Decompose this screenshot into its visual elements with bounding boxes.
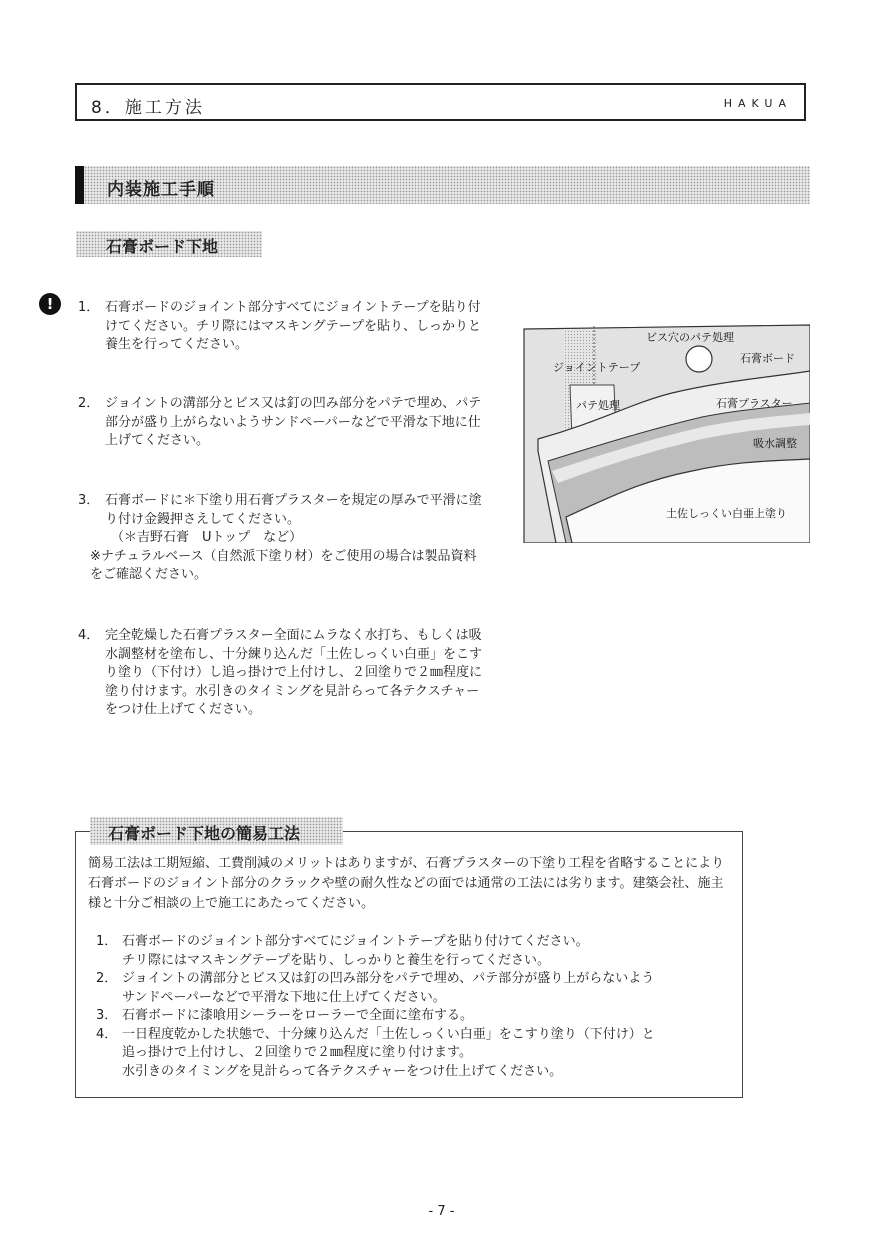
wall-layer-diagram <box>522 321 810 543</box>
simple-method-heading <box>90 817 343 845</box>
item-line: ジョイントの溝部分とビス又は釘の凹み部分をパテで埋め、パテ部分が盛り上がらないよう <box>122 971 655 986</box>
step-3 <box>78 492 488 585</box>
item-line: 一日程度乾かした状態で、十分練り込んだ「土佐しっくい白亜」をこすり塗り（下付け）と <box>122 1026 655 1042</box>
item-line: 石膏ボードのジョイント部分すべてにジョイントテープを貼り付けてください。 <box>122 934 589 949</box>
step-text: 完全乾燥した石膏プラスター全面にムラなく水打ち、もしくは吸水調整材を塗布し、十分練り込んだ「土佐しっくい白亜」をこすり塗り（下付け）し追っ掛けで上付けし、２回塗りで２㎜程度に塗り付けます。水引きのタイミングを見計らって各テクスチャーをつけ仕上げてください。 <box>105 628 483 717</box>
item-line: サンドペーパーなどで平滑な下地に仕上げてください。 <box>122 989 446 1005</box>
list-item <box>90 970 738 1007</box>
item-line: チリ際にはマスキングテープを貼り、しっかりと養生を行ってください。 <box>122 952 550 968</box>
item-number: 2． <box>96 971 118 986</box>
label-putty: パテ処理 <box>576 399 620 412</box>
step-number: 3． <box>78 493 100 508</box>
simple-method-title: 石膏ボード下地の簡易工法 <box>108 824 301 843</box>
step-number: 2． <box>78 396 100 411</box>
item-number: 4． <box>96 1026 118 1042</box>
step-text: ジョイントの溝部分とビス又は釘の凹み部分をパテで埋め、パテ部分が盛り上がらないようサンドペーパーなどで平滑な下地に仕上げてください。 <box>105 396 482 448</box>
screw-hole-putty <box>686 346 712 372</box>
step-subnote: （＊吉野石膏 Uトップ など） <box>111 530 303 545</box>
item-number: 1． <box>96 934 118 949</box>
section-heading <box>75 166 810 204</box>
label-joint-tape: ジョイントテープ <box>553 361 641 374</box>
page-header <box>75 83 806 121</box>
simple-method-box <box>75 831 743 1098</box>
simple-intro: 簡易工法は工期短縮、工費削減のメリットはありますが、石膏プラスターの下塗り工程を省略することにより石膏ボードのジョイント部分のクラックや壁の耐久性などの面では通常の工法には劣ります。建築会社、施主様と十分ご相談の上で施工にあたってください。 <box>88 856 725 911</box>
label-absorb: 吸水調整 <box>753 437 797 450</box>
label-plaster: 石膏プラスター <box>716 397 793 410</box>
list-item <box>90 933 738 970</box>
subsection-title: 石膏ボード下地 <box>106 237 219 256</box>
step-text: 石膏ボードのジョイント部分すべてにジョイントテープを貼り付けてください。チリ際にはマスキングテープを貼り、しっかりと養生を行ってください。 <box>105 300 481 352</box>
subsection-heading <box>76 231 262 257</box>
section-title: 内装施工手順 <box>107 180 215 200</box>
section-marker <box>75 166 84 204</box>
item-line: 追っ掛けで上付けし、２回塗りで２㎜程度に塗り付けます。 <box>122 1045 472 1060</box>
step-number: 1． <box>78 300 100 315</box>
page-number: - 7 - <box>428 1204 455 1219</box>
step-text: 石膏ボードに＊下塗り用石膏プラスターを規定の厚みで平滑に塗り付け金鏝押さえしてください。 <box>105 493 482 527</box>
label-gypsum-board: 石膏ボード <box>740 352 795 365</box>
brand-name: HAKUA <box>723 97 792 110</box>
list-item <box>90 1007 738 1026</box>
list-item <box>90 1026 738 1082</box>
step-1 <box>78 299 488 355</box>
step-number: 4． <box>78 628 100 643</box>
simple-list <box>90 933 738 1081</box>
step-4 <box>78 627 488 720</box>
exclamation-icon: ! <box>39 293 61 315</box>
label-screw-putty: ビス穴のパテ処理 <box>646 331 734 344</box>
chapter-title: 8．施工方法 <box>91 98 205 118</box>
item-line: 水引きのタイミングを見計らって各テクスチャーをつけ仕上げてください。 <box>122 1063 563 1079</box>
item-line: 石膏ボードに漆喰用シーラーをローラーで全面に塗布する。 <box>122 1008 474 1023</box>
step-note: ※ナチュラルベース（自然派下塗り材）をご使用の場合は製品資料をご確認ください。 <box>90 548 477 582</box>
label-finish: 土佐しっくい白亜上塗り <box>666 507 787 520</box>
item-number: 3． <box>96 1008 118 1023</box>
step-2 <box>78 395 488 451</box>
